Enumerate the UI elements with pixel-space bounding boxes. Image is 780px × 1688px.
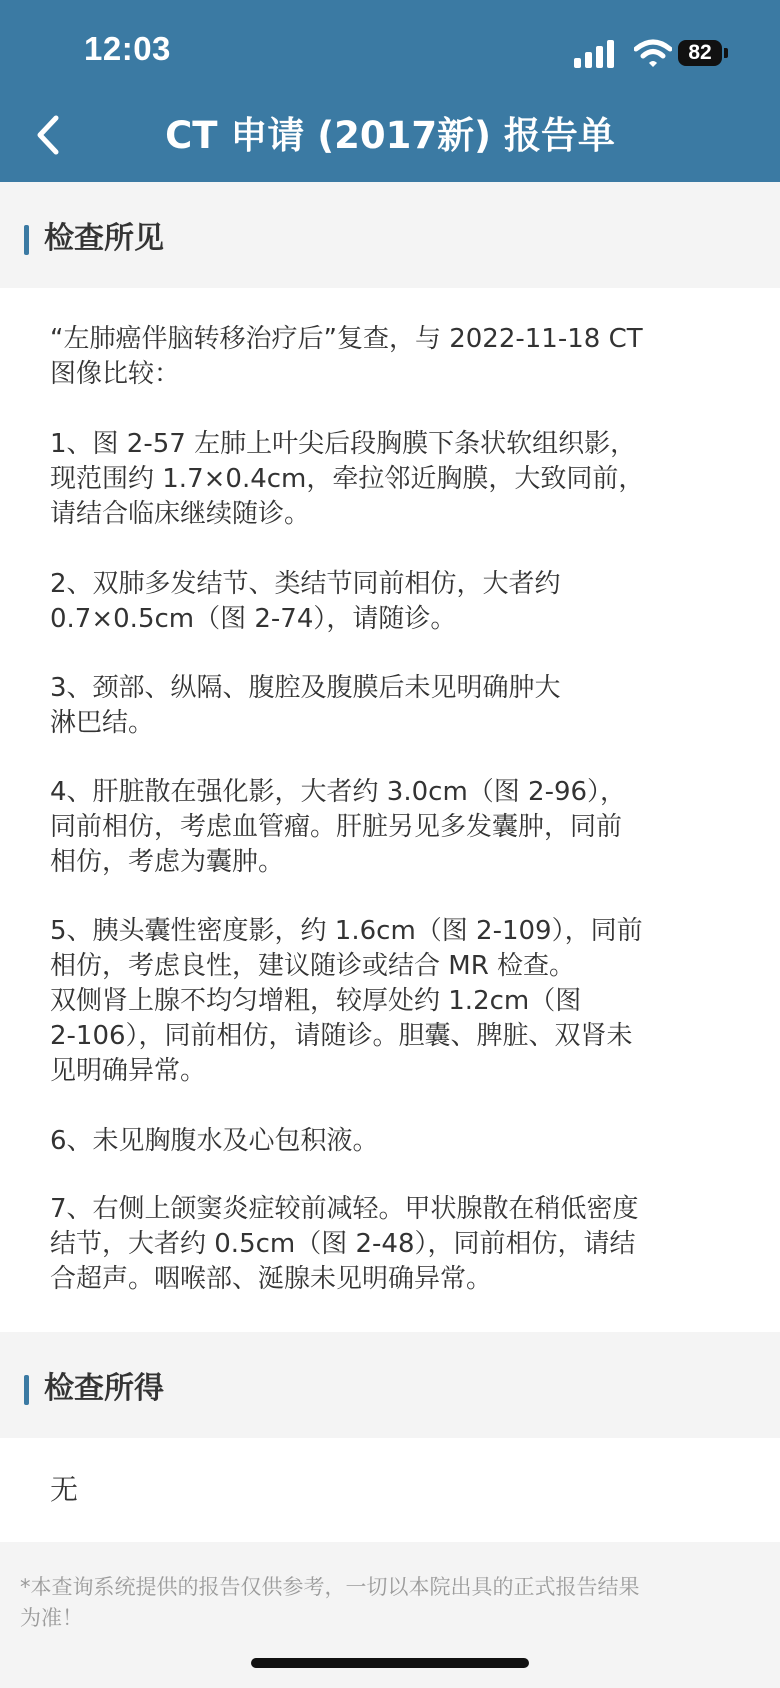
result-panel: [0, 1438, 780, 1542]
status-time: 12:03: [84, 30, 171, 67]
section-accent-bar: [24, 1375, 29, 1405]
findings-paragraph: 1、图 2-57 左肺上叶尖后段胸膜下条状软组织影， 现范围约 1.7×0.4cm，牵拉邻近胸膜，大致同前， 请结合临床继续随诊。: [50, 429, 645, 529]
result-text: 无: [50, 1473, 79, 1506]
section-title-findings: 检查所见: [44, 221, 164, 256]
top-bar: [0, 0, 780, 182]
findings-paragraph: “左肺癌伴脑转移治疗后”复查，与 2022-11-18 CT 图像比较：: [50, 324, 643, 389]
findings-paragraph: 4、肝脏散在强化影，大者约 3.0cm（图 2-96）， 同前相仿，考虑血管瘤。肝脏另见多发囊肿，同前 相仿，考虑为囊肿。: [50, 777, 627, 877]
disclaimer: *本查询系统提供的报告仅供参考，一切以本院出具的正式报告结果 为准！: [20, 1575, 640, 1630]
battery-level: 82: [688, 41, 712, 64]
status-icons: [552, 38, 732, 70]
battery-icon: [678, 40, 730, 68]
wifi-icon: [634, 39, 672, 69]
findings-paragraph: 3、颈部、纵隔、腹腔及腹膜后未见明确肿大 淋巴结。: [50, 673, 561, 738]
findings-paragraph: 7、右侧上颌窦炎症较前减轻。甲状腺散在稍低密度 结节，大者约 0.5cm（图 2-48），同前相仿，请结 合超声。咽喉部、涎腺未见明确异常。: [50, 1194, 639, 1294]
findings-paragraph: 2、双肺多发结节、类结节同前相仿，大者约 0.7×0.5cm（图 2-74），请随诊。: [50, 569, 561, 634]
section-accent-bar: [24, 225, 29, 255]
section-title-result: 检查所得: [44, 1371, 164, 1406]
findings-paragraph: 6、未见胸腹水及心包积液。: [50, 1126, 379, 1156]
home-indicator[interactable]: [251, 1658, 529, 1668]
section-header-result: [0, 1332, 780, 1438]
signal-icon: [574, 40, 616, 68]
findings-panel: [0, 288, 780, 1332]
page-title: CT 申请 (2017新) 报告单: [165, 114, 615, 157]
findings-paragraph: 5、胰头囊性密度影，约 1.6cm（图 2-109），同前 相仿，考虑良性，建议随诊或结合 MR 检查。 双侧肾上腺不均匀增粗，较厚处约 1.2cm（图 2-106），同前相仿，请随诊。胆囊、脾脏、双肾未 见明确异常。: [50, 916, 643, 1086]
section-header-findings: [0, 182, 780, 288]
